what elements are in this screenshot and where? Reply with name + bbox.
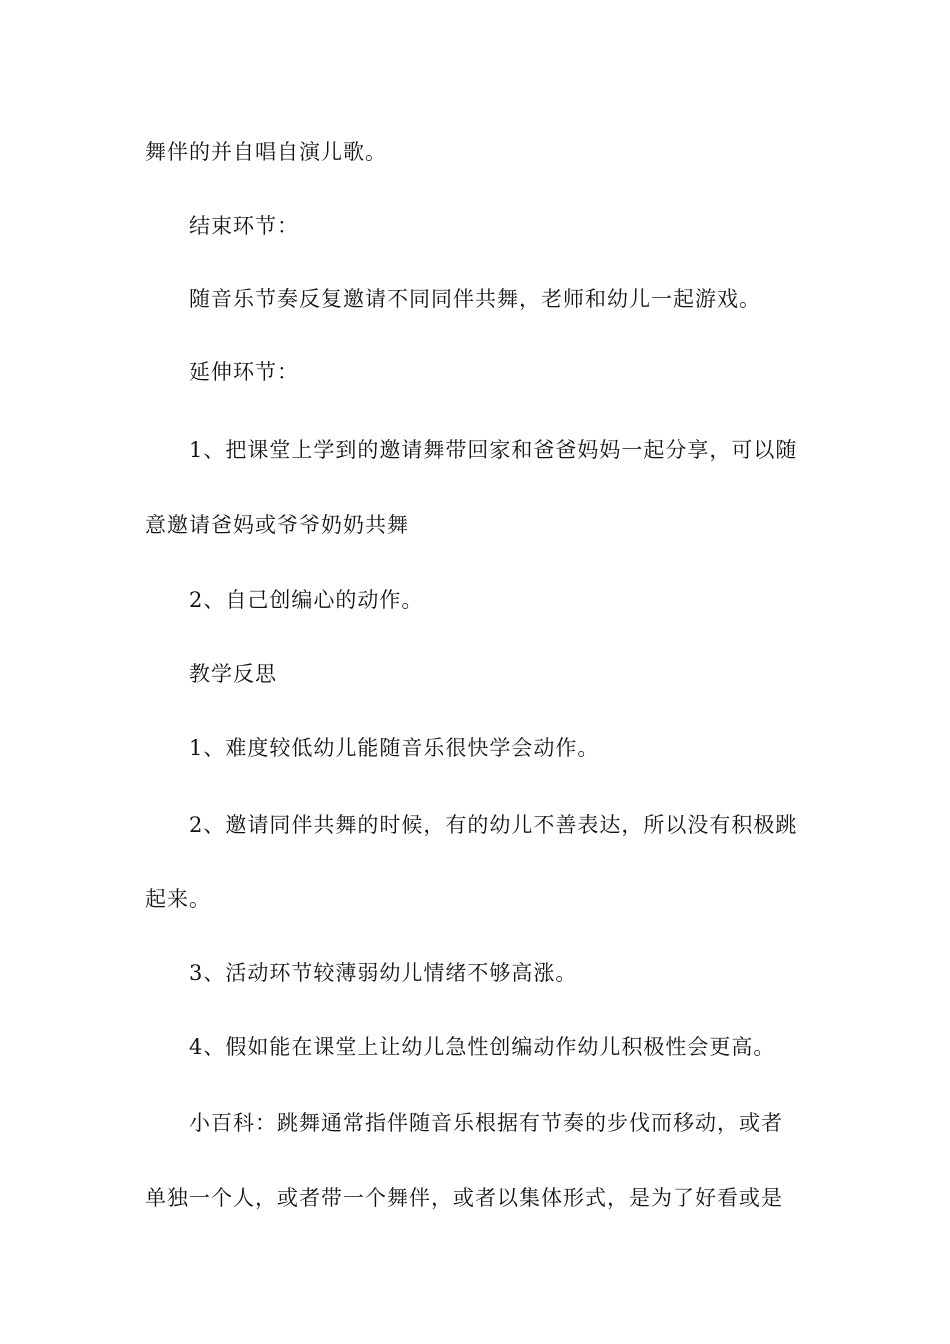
paragraph-line: 舞伴的并自唱自演儿歌。 — [145, 140, 387, 164]
section-heading-extension: 延伸环节： — [189, 360, 299, 384]
list-item: 1、难度较低幼儿能随音乐很快学会动作。 — [189, 736, 600, 760]
paragraph-line: 随音乐节奏反复邀请不同同伴共舞，老师和幼儿一起游戏。 — [189, 287, 761, 311]
encyclopedia-note-continuation: 单独一个人，或者带一个舞伴，或者以集体形式，是为了好看或是 — [145, 1186, 783, 1210]
list-item: 2、自己创编心的动作。 — [189, 588, 424, 612]
list-item: 1、把课堂上学到的邀请舞带回家和爸爸妈妈一起分享，可以随 — [189, 438, 798, 462]
section-heading-ending: 结束环节： — [189, 214, 299, 238]
list-item: 2、邀请同伴共舞的时候，有的幼儿不善表达，所以没有积极跳 — [189, 813, 798, 837]
encyclopedia-note: 小百科：跳舞通常指伴随音乐根据有节奏的步伐而移动，或者 — [189, 1111, 783, 1135]
list-item-continuation: 意邀请爸妈或爷爷奶奶共舞 — [145, 513, 409, 537]
list-item: 3、活动环节较薄弱幼儿情绪不够高涨。 — [189, 961, 578, 985]
section-heading-reflection: 教学反思 — [189, 662, 277, 686]
list-item-continuation: 起来。 — [145, 887, 211, 911]
list-item: 4、假如能在课堂上让幼儿急性创编动作幼儿积极性会更高。 — [189, 1035, 776, 1059]
